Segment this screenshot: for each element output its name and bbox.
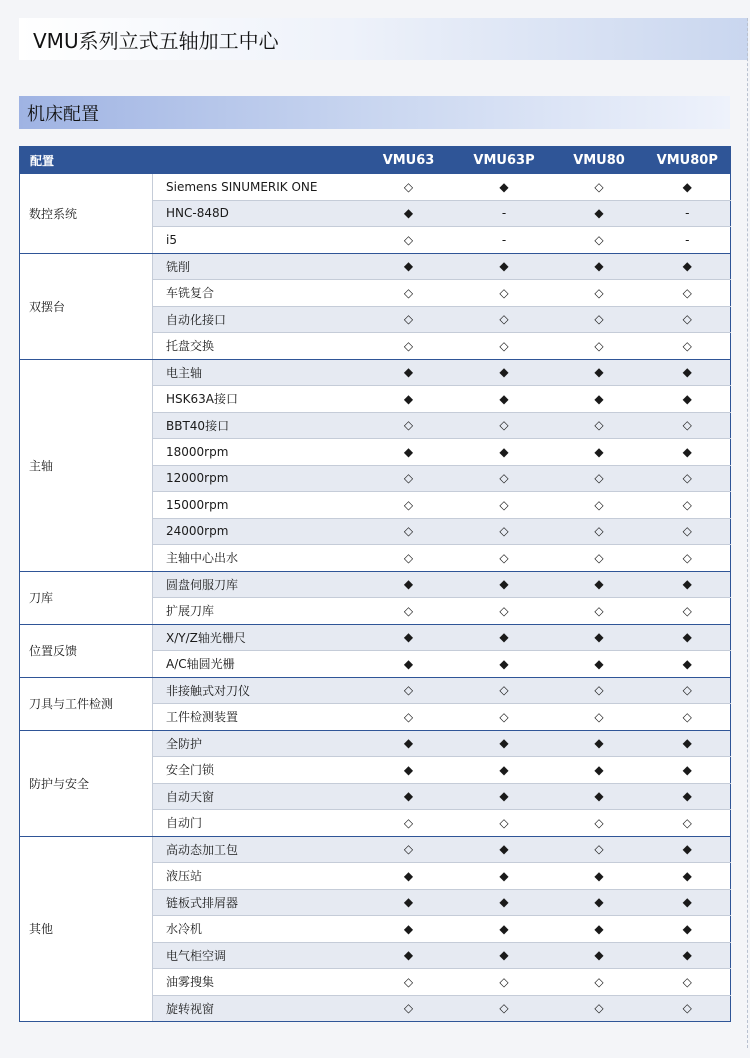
feature-cell: 旋转视窗 (153, 995, 363, 1022)
feature-cell: 链板式排屑器 (153, 889, 363, 916)
availability-mark: ◆ (554, 757, 645, 784)
feature-cell: 15000rpm (153, 492, 363, 519)
feature-cell: HNC-848D (153, 200, 363, 227)
availability-mark: ◇ (363, 677, 455, 704)
feature-cell: Siemens SINUMERIK ONE (153, 174, 363, 200)
table-row (20, 571, 731, 598)
category-cell: 主轴 (20, 359, 153, 571)
feature-cell: 12000rpm (153, 465, 363, 492)
availability-mark: ◆ (455, 439, 554, 466)
availability-mark: - (455, 227, 554, 254)
availability-mark: ◇ (554, 598, 645, 625)
availability-mark: ◆ (645, 174, 731, 200)
table-row (20, 624, 731, 651)
availability-mark: ◇ (554, 280, 645, 307)
header-model: VMU80P (645, 147, 731, 175)
availability-mark: ◆ (363, 730, 455, 757)
feature-cell: 铣削 (153, 253, 363, 280)
availability-mark: ◇ (554, 704, 645, 731)
availability-mark: ◇ (554, 677, 645, 704)
availability-mark: ◇ (645, 280, 731, 307)
category-cell: 数控系统 (20, 174, 153, 253)
category-cell: 防护与安全 (20, 730, 153, 836)
availability-mark: ◇ (363, 836, 455, 863)
availability-mark: ◆ (455, 651, 554, 678)
feature-cell: 主轴中心出水 (153, 545, 363, 572)
availability-mark: ◇ (363, 810, 455, 837)
availability-mark: ◆ (645, 942, 731, 969)
availability-mark: ◆ (363, 916, 455, 943)
availability-mark: ◆ (645, 386, 731, 413)
availability-mark: ◆ (455, 359, 554, 386)
availability-mark: ◇ (363, 995, 455, 1022)
availability-mark: ◆ (455, 889, 554, 916)
availability-mark: ◇ (554, 545, 645, 572)
feature-cell: 24000rpm (153, 518, 363, 545)
availability-mark: ◇ (363, 174, 455, 200)
availability-mark: ◆ (455, 942, 554, 969)
availability-mark: ◇ (455, 995, 554, 1022)
availability-mark: ◆ (455, 253, 554, 280)
availability-mark: ◆ (363, 863, 455, 890)
feature-cell: 电主轴 (153, 359, 363, 386)
availability-mark: ◇ (363, 306, 455, 333)
table-header-row (20, 147, 731, 175)
availability-mark: ◆ (645, 624, 731, 651)
availability-mark: ◇ (363, 333, 455, 360)
availability-mark: ◇ (455, 810, 554, 837)
availability-mark: ◇ (455, 306, 554, 333)
table-row (20, 730, 731, 757)
availability-mark: ◇ (554, 227, 645, 254)
feature-cell: i5 (153, 227, 363, 254)
feature-cell: 托盘交换 (153, 333, 363, 360)
feature-cell: 油雾搜集 (153, 969, 363, 996)
availability-mark: ◇ (455, 598, 554, 625)
availability-mark: ◇ (645, 545, 731, 572)
availability-mark: ◇ (363, 492, 455, 519)
category-cell: 刀库 (20, 571, 153, 624)
availability-mark: ◆ (455, 863, 554, 890)
availability-mark: ◇ (363, 598, 455, 625)
availability-mark: ◇ (554, 412, 645, 439)
availability-mark: ◇ (554, 836, 645, 863)
availability-mark: ◇ (363, 545, 455, 572)
availability-mark: ◇ (554, 333, 645, 360)
availability-mark: ◇ (455, 492, 554, 519)
page-title: VMU系列立式五轴加工中心 (19, 18, 748, 60)
availability-mark: ◆ (554, 571, 645, 598)
availability-mark: ◆ (455, 386, 554, 413)
availability-mark: ◇ (645, 465, 731, 492)
availability-mark: ◇ (645, 969, 731, 996)
category-cell: 其他 (20, 836, 153, 1022)
availability-mark: ◆ (363, 783, 455, 810)
availability-mark: ◇ (554, 465, 645, 492)
availability-mark: ◆ (554, 730, 645, 757)
availability-mark: ◇ (455, 465, 554, 492)
availability-mark: ◇ (645, 333, 731, 360)
feature-cell: 自动化接口 (153, 306, 363, 333)
feature-cell: 扩展刀库 (153, 598, 363, 625)
availability-mark: - (455, 200, 554, 227)
availability-mark: ◇ (363, 280, 455, 307)
availability-mark: ◆ (554, 863, 645, 890)
availability-mark: ◇ (645, 995, 731, 1022)
availability-mark: ◇ (455, 704, 554, 731)
header-model: VMU63P (455, 147, 554, 175)
header-model: VMU80 (554, 147, 645, 175)
availability-mark: ◆ (363, 439, 455, 466)
availability-mark: ◆ (455, 783, 554, 810)
availability-mark: - (645, 227, 731, 254)
feature-cell: X/Y/Z轴光栅尺 (153, 624, 363, 651)
availability-mark: ◆ (554, 386, 645, 413)
config-table (19, 146, 731, 1022)
category-cell: 双摆台 (20, 253, 153, 359)
table-row (20, 677, 731, 704)
availability-mark: ◆ (554, 942, 645, 969)
availability-mark: ◇ (363, 969, 455, 996)
section-title: 机床配置 (19, 96, 730, 129)
availability-mark: ◇ (455, 677, 554, 704)
feature-cell: 非接触式对刀仪 (153, 677, 363, 704)
availability-mark: ◆ (455, 730, 554, 757)
availability-mark: ◇ (554, 492, 645, 519)
availability-mark: ◇ (645, 412, 731, 439)
availability-mark: ◆ (455, 624, 554, 651)
table-body (20, 174, 731, 1022)
feature-cell: 高动态加工包 (153, 836, 363, 863)
feature-cell: 自动门 (153, 810, 363, 837)
availability-mark: ◇ (554, 306, 645, 333)
availability-mark: ◇ (363, 227, 455, 254)
availability-mark: ◆ (645, 571, 731, 598)
availability-mark: ◆ (363, 200, 455, 227)
availability-mark: ◆ (455, 571, 554, 598)
availability-mark: ◆ (363, 757, 455, 784)
availability-mark: ◆ (554, 253, 645, 280)
page-edge-divider (747, 18, 748, 1048)
availability-mark: ◆ (455, 757, 554, 784)
availability-mark: ◆ (363, 889, 455, 916)
table-row (20, 174, 731, 200)
availability-mark: ◇ (554, 995, 645, 1022)
availability-mark: ◇ (455, 280, 554, 307)
feature-cell: BBT40接口 (153, 412, 363, 439)
feature-cell: 自动天窗 (153, 783, 363, 810)
availability-mark: ◆ (455, 916, 554, 943)
availability-mark: ◇ (645, 518, 731, 545)
availability-mark: ◆ (645, 836, 731, 863)
category-cell: 位置反馈 (20, 624, 153, 677)
availability-mark: ◆ (645, 889, 731, 916)
availability-mark: ◆ (363, 359, 455, 386)
table-row (20, 253, 731, 280)
availability-mark: ◆ (554, 439, 645, 466)
availability-mark: ◆ (363, 571, 455, 598)
feature-cell: 全防护 (153, 730, 363, 757)
feature-cell: 电气柜空调 (153, 942, 363, 969)
availability-mark: ◇ (455, 545, 554, 572)
availability-mark: ◆ (645, 757, 731, 784)
availability-mark: ◆ (645, 863, 731, 890)
availability-mark: ◆ (455, 174, 554, 200)
feature-cell: 水冷机 (153, 916, 363, 943)
availability-mark: ◇ (363, 412, 455, 439)
availability-mark: ◆ (363, 624, 455, 651)
availability-mark: ◆ (645, 359, 731, 386)
availability-mark: ◇ (645, 704, 731, 731)
feature-cell: 车铣复合 (153, 280, 363, 307)
feature-cell: 液压站 (153, 863, 363, 890)
availability-mark: ◆ (363, 386, 455, 413)
availability-mark: ◇ (645, 598, 731, 625)
availability-mark: ◆ (554, 651, 645, 678)
availability-mark: ◇ (554, 518, 645, 545)
availability-mark: ◇ (363, 518, 455, 545)
availability-mark: ◆ (554, 783, 645, 810)
feature-cell: 安全门锁 (153, 757, 363, 784)
category-cell: 刀具与工件检测 (20, 677, 153, 730)
availability-mark: ◆ (363, 253, 455, 280)
feature-cell: HSK63A接口 (153, 386, 363, 413)
feature-cell: 18000rpm (153, 439, 363, 466)
feature-cell: 工件检测装置 (153, 704, 363, 731)
availability-mark: ◇ (455, 969, 554, 996)
table-row (20, 359, 731, 386)
availability-mark: ◇ (455, 412, 554, 439)
availability-mark: ◇ (363, 704, 455, 731)
availability-mark: ◆ (645, 253, 731, 280)
availability-mark: ◆ (645, 651, 731, 678)
availability-mark: ◆ (645, 783, 731, 810)
availability-mark: ◇ (554, 810, 645, 837)
feature-cell: A/C轴圆光栅 (153, 651, 363, 678)
availability-mark: ◆ (554, 359, 645, 386)
availability-mark: ◆ (645, 439, 731, 466)
availability-mark: ◆ (554, 916, 645, 943)
header-model: VMU63 (363, 147, 455, 175)
table-row (20, 836, 731, 863)
availability-mark: ◇ (455, 333, 554, 360)
availability-mark: ◆ (554, 624, 645, 651)
availability-mark: ◆ (554, 200, 645, 227)
availability-mark: ◇ (645, 810, 731, 837)
availability-mark: ◇ (645, 492, 731, 519)
availability-mark: ◆ (645, 916, 731, 943)
header-config: 配置 (20, 147, 363, 175)
feature-cell: 圆盘伺服刀库 (153, 571, 363, 598)
availability-mark: ◆ (554, 889, 645, 916)
availability-mark: ◇ (554, 174, 645, 200)
availability-mark: ◆ (645, 730, 731, 757)
availability-mark: ◇ (645, 306, 731, 333)
availability-mark: ◇ (455, 518, 554, 545)
availability-mark: ◇ (645, 677, 731, 704)
availability-mark: ◆ (455, 836, 554, 863)
availability-mark: ◆ (363, 651, 455, 678)
availability-mark: ◇ (554, 969, 645, 996)
availability-mark: ◆ (363, 942, 455, 969)
availability-mark: - (645, 200, 731, 227)
availability-mark: ◇ (363, 465, 455, 492)
